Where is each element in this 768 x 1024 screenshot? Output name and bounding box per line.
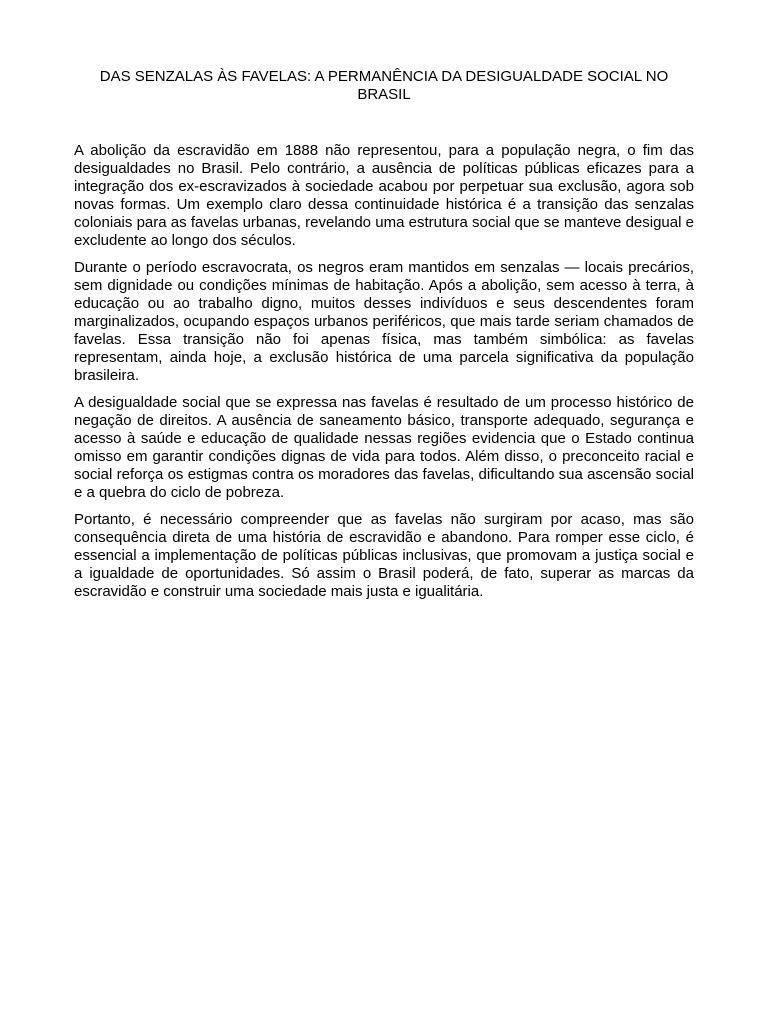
paragraph-introduction: A abolição da escravidão em 1888 não representou, para a população negra, o fim das desigualdades no Brasil. Pelo contrário, a ausência de políticas públicas eficazes para a integração dos ex-escravizados à sociedade acabou por perpetuar sua exclusão, agora sob novas formas. Um exemplo claro dessa continuidade histórica é a transição das senzalas coloniais para as favelas urbanas, revelando uma estrutura social que se manteve desigual e excludente ao longo dos séculos. [74,142,694,249]
paragraph-development-2: A desigualdade social que se expressa nas favelas é resultado de um processo histórico de negação de direitos. A ausência de saneamento básico, transporte adequado, segurança e acesso à saúde e educação de qualidade nessas regiões evidencia que o Estado continua omisso em garantir condições dignas de vida para todos. Além disso, o preconceito racial e social reforça os estigmas contra os moradores das favelas, dificultando sua ascensão social e a quebra do ciclo de pobreza. [74,394,694,501]
paragraph-conclusion: Portanto, é necessário compreender que as favelas não surgiram por acaso, mas são consequência direta de uma história de escravidão e abandono. Para romper esse ciclo, é essencial a implementação de políticas públicas inclusivas, que promovam a justiça social e a igualdade de oportunidades. Só assim o Brasil poderá, de fato, superar as marcas da escravidão e construir uma sociedade mais justa e igualitária. [74,511,694,600]
document-title: DAS SENZALAS ÀS FAVELAS: A PERMANÊNCIA DA DESIGUALDADE SOCIAL NO BRASIL [99,68,669,103]
paragraph-development-1: Durante o período escravocrata, os negros eram mantidos em senzalas — locais precários, sem dignidade ou condições mínimas de habitação. Após a abolição, sem acesso à terra, à educação ou ao trabalho digno, muitos desses indivíduos e seus descendentes foram marginalizados, ocupando espaços urbanos periféricos, que mais tarde seriam chamados de favelas. Essa transição não foi apenas física, mas também simbólica: as favelas representam, ainda hoje, a exclusão histórica de uma parcela significativa da população brasileira. [74,259,694,384]
document-body [74,142,694,610]
